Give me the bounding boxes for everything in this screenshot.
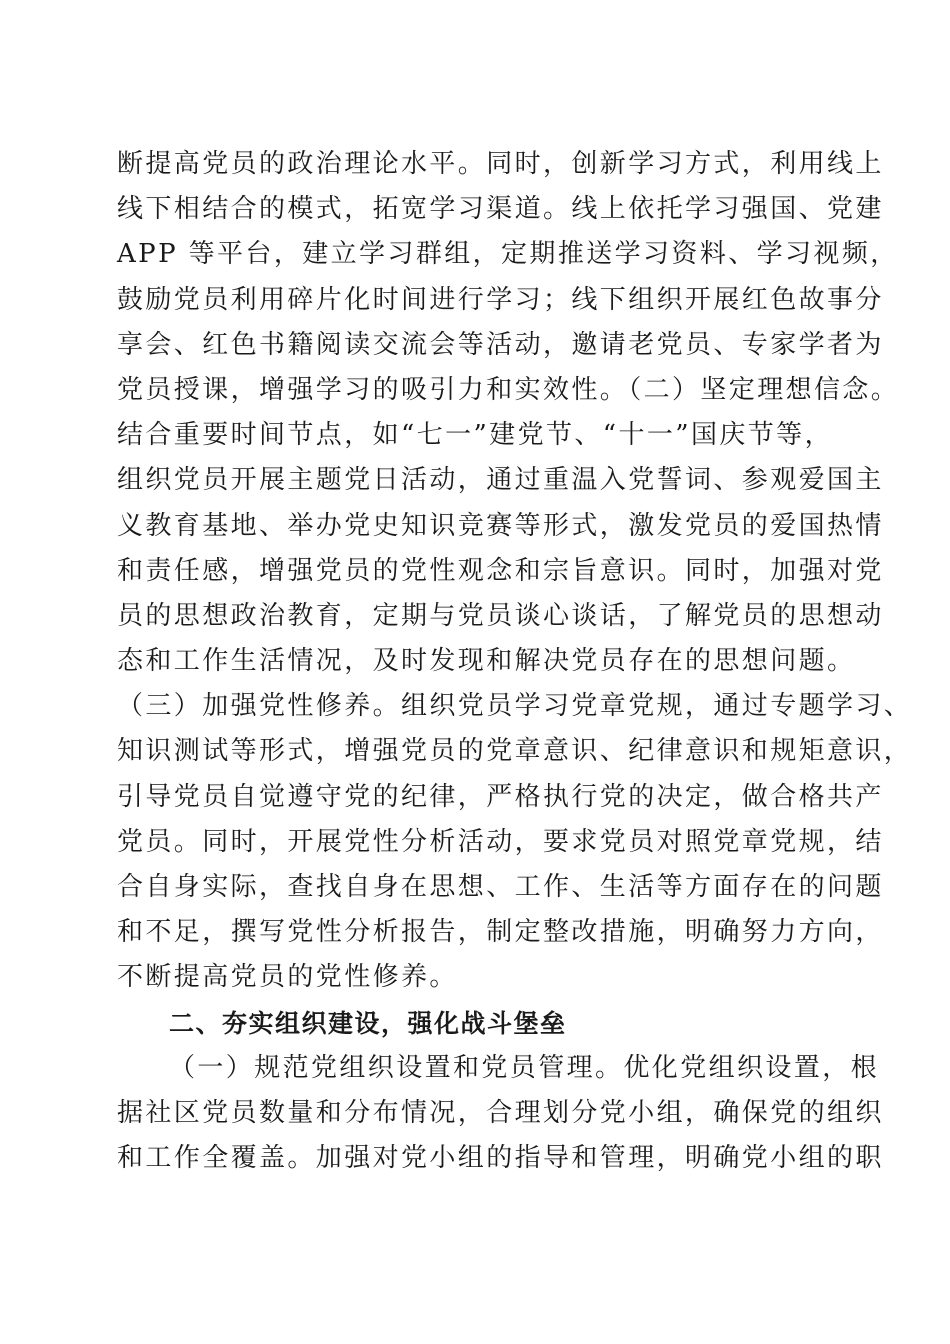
text-line: （一）规范党组织设置和党员管理。优化党组织设置，根 bbox=[169, 1052, 880, 1083]
text-line: 引导党员自觉遵守党的纪律，严格执行党的决定，做合格共产 bbox=[117, 781, 884, 812]
text-line: 党员授课，增强学习的吸引力和实效性。（二）坚定理想信念。 bbox=[117, 374, 900, 405]
text-line: 不断提高党员的党性修养。 bbox=[117, 962, 458, 993]
text-line: 结合重要时间节点，如“七一”建党节、“十一”国庆节等， bbox=[117, 420, 833, 451]
text-line: 员的思想政治教育，定期与党员谈心谈话，了解党员的思想动 bbox=[117, 600, 884, 631]
text-line: 知识测试等形式，增强党员的党章意识、纪律意识和规矩意识， bbox=[117, 736, 913, 767]
text-line: 党员。同时，开展党性分析活动，要求党员对照党章党规，结 bbox=[117, 826, 884, 857]
text-line: 断提高党员的政治理论水平。同时，创新学习方式，利用线上 bbox=[117, 149, 884, 179]
text-line: 态和工作生活情况，及时发现和解决党员存在的思想问题。 bbox=[117, 646, 856, 677]
text-line: 和责任感，增强党员的党性观念和宗旨意识。同时，加强对党 bbox=[117, 555, 884, 586]
text-line: 和不足，撰写党性分析报告，制定整改措施，明确努力方向， bbox=[117, 917, 884, 948]
text-line: 享会、红色书籍阅读交流会等活动，邀请老党员、专家学者为 bbox=[117, 329, 884, 360]
text-line: 据社区党员数量和分布情况，合理划分党小组，确保党的组织 bbox=[117, 1097, 884, 1128]
text-line: 合自身实际，查找自身在思想、工作、生活等方面存在的问题 bbox=[117, 872, 884, 902]
text-line: APP 等平台，建立学习群组，定期推送学习资料、学习视频， bbox=[117, 239, 899, 270]
text-line: 线下相结合的模式，拓宽学习渠道。线上依托学习强国、党建 bbox=[117, 194, 884, 225]
text-line: 义教育基地、举办党史知识竞赛等形式，激发党员的爱国热情 bbox=[117, 510, 884, 541]
section-heading: 二、夯实组织建设，强化战斗堡垒 bbox=[169, 1008, 567, 1038]
text-line: （三）加强党性修养。组织党员学习党章党规，通过专题学习、 bbox=[117, 691, 913, 722]
text-line: 鼓励党员利用碎片化时间进行学习；线下组织开展红色故事分 bbox=[117, 284, 884, 315]
body-text bbox=[117, 142, 913, 1181]
text-line: 和工作全覆盖。加强对党小组的指导和管理，明确党小组的职 bbox=[117, 1143, 884, 1174]
text-line: 组织党员开展主题党日活动，通过重温入党誓词、参观爱国主 bbox=[117, 465, 884, 496]
